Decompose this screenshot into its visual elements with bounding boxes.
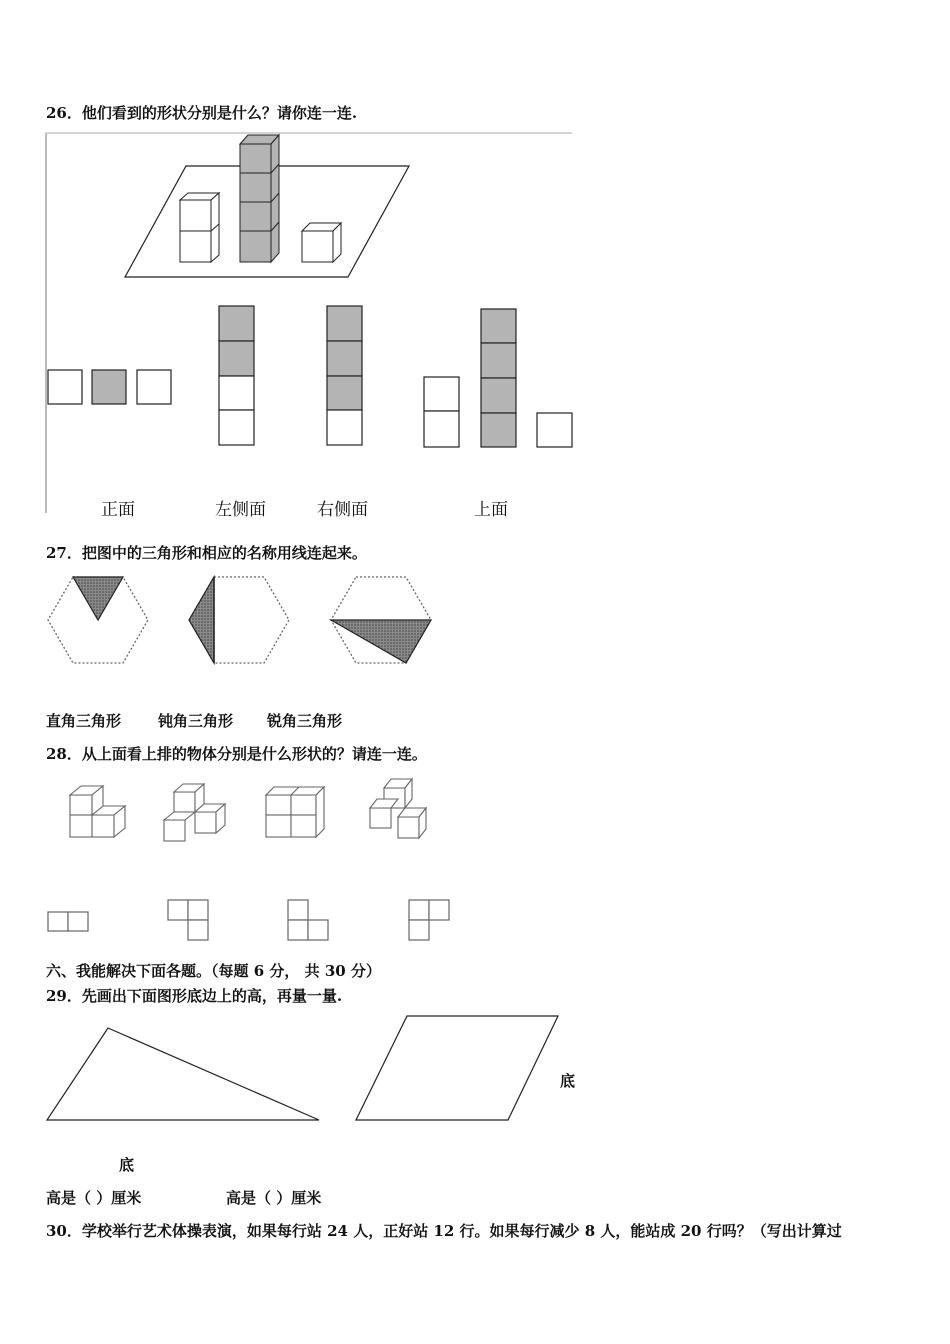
cube-stack-left [180,193,219,262]
top-view-2 [168,900,208,940]
name-acute-triangle: 锐角三角形 [267,712,343,730]
hexagon-2 [189,577,289,663]
label-front: 正面 [101,500,135,520]
q26-title: 26．他们看到的形状分别是什么？请你连一连. [46,104,358,122]
triangle-right [189,577,214,663]
q29-figure [0,1010,950,1140]
hexagon-3 [331,577,431,663]
q29-title: 29．先画出下面图形底边上的高，再量一量. [46,987,343,1005]
label-left-side: 左侧面 [215,500,266,520]
base-label-parallelogram: 底 [560,1072,576,1090]
triangle-shape [47,1028,319,1120]
top-view-4 [409,900,449,940]
object-3 [266,787,324,837]
name-right-triangle: 直角三角形 [46,712,122,730]
section-6-title: 六、我能解决下面各题。（每题 6 分， 共 30 分） [46,962,381,980]
view-option-1 [48,370,171,404]
top-view-3 [288,900,328,940]
name-obtuse-triangle: 钝角三角形 [158,712,234,730]
base-label-triangle: 底 [119,1156,135,1174]
triangle-obtuse [331,620,431,663]
view-option-2 [219,306,254,445]
hexagon-1 [48,577,148,663]
answer-height-parallelogram: 高是（ ）厘米 [226,1189,322,1207]
q27-title: 27．把图中的三角形和相应的名称用线连起来。 [46,544,367,562]
parallelogram-shape [356,1016,558,1120]
label-top: 上面 [474,500,508,520]
answer-height-triangle: 高是（ ）厘米 [46,1189,142,1207]
triangle-acute [73,577,123,620]
q27-figure [0,573,950,673]
label-right-side: 右侧面 [317,500,368,520]
q30-title: 30．学校举行艺术体操表演，如果每行站 24 人，正好站 12 行。如果每行减少 8 人，能站成 20 行吗？（写出计算过 [46,1222,842,1240]
object-1 [70,786,125,837]
object-2 [164,784,225,841]
object-4 [370,779,426,838]
cube-stack-middle [240,135,279,262]
cube-single-right [302,223,341,262]
top-view-1 [48,912,88,931]
q28-figure [0,775,950,950]
view-option-4 [424,309,572,447]
q26-figure [0,125,950,545]
view-option-3 [327,306,362,445]
q28-title: 28．从上面看上排的物体分别是什么形状的？请连一连。 [46,745,427,763]
